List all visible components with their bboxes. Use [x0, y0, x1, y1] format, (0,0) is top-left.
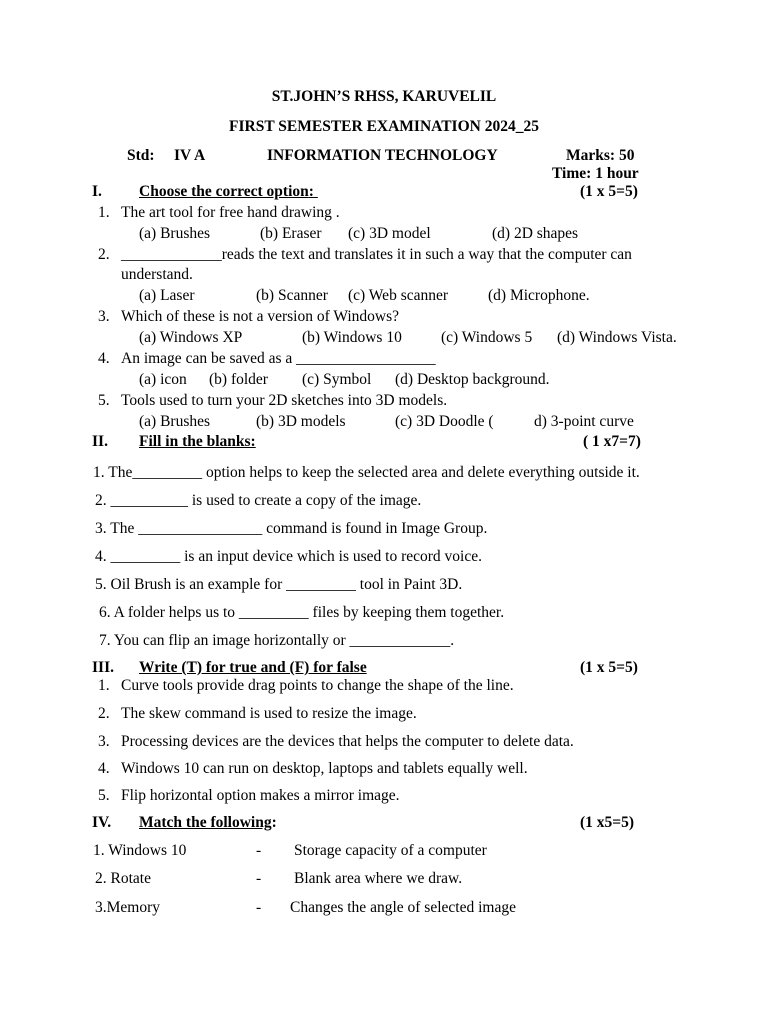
- q4-option-d: (d) Desktop background.: [395, 371, 550, 388]
- fill-blank-1: 1. The_________ option helps to keep the selected area and delete everything outside it.: [93, 464, 640, 481]
- match-1-left: 1. Windows 10: [93, 842, 187, 859]
- q2-text: _____________reads the text and translates it in such a way that the computer can: [121, 246, 632, 263]
- match-1-dash: -: [256, 842, 262, 859]
- q4-text: An image can be saved as a __________________: [121, 350, 436, 367]
- section4-numeral: IV.: [92, 814, 112, 831]
- q3-option-b: (b) Windows 10: [302, 329, 402, 346]
- q1-text: The art tool for free hand drawing .: [121, 204, 340, 221]
- q1-number: 1.: [98, 204, 110, 221]
- tf-2-number: 2.: [98, 705, 110, 722]
- match-3-right: Changes the angle of selected image: [290, 899, 516, 916]
- section4-heading: [139, 813, 277, 833]
- q5-text: Tools used to turn your 2D sketches into 3D models.: [121, 392, 448, 409]
- fill-blank-4: 4. _________ is an input device which is used to record voice.: [95, 548, 482, 565]
- q5-option-c: (c) 3D Doodle (: [395, 413, 494, 430]
- q5-option-a: (a) Brushes: [139, 413, 211, 430]
- q4-number: 4.: [98, 350, 110, 367]
- section1-title: Choose the correct option: [139, 183, 309, 200]
- q2-number: 2.: [98, 246, 110, 263]
- fill-blank-5: 5. Oil Brush is an example for _________ tool in Paint 3D.: [95, 576, 463, 593]
- fill-blank-3: 3. The ________________ command is found in Image Group.: [95, 520, 488, 537]
- q1-option-b: (b) Eraser: [260, 225, 322, 242]
- section2-numeral: II.: [92, 433, 108, 450]
- match-1-right: Storage capacity of a computer: [294, 842, 487, 859]
- match-2-dash: -: [256, 870, 262, 887]
- match-2-left: 2. Rotate: [95, 870, 151, 887]
- match-2-right: Blank area where we draw.: [294, 870, 463, 887]
- section3-title: Write (T) for true and (F) for false: [139, 659, 367, 676]
- q4-option-a: (a) icon: [139, 371, 187, 388]
- q5-option-b: (b) 3D models: [256, 413, 346, 430]
- exam-time: Time: 1 hour: [552, 165, 639, 182]
- tf-4-number: 4.: [98, 760, 110, 777]
- q2-option-c: (c) Web scanner: [348, 287, 449, 304]
- match-3-left: 3.Memory: [95, 899, 161, 916]
- q2-text-cont: understand.: [121, 266, 193, 283]
- tf-1-text: Curve tools provide drag points to change the shape of the line.: [121, 677, 514, 694]
- section2-title: Fill in the blanks:: [139, 433, 256, 450]
- std-value: IV A: [174, 147, 206, 164]
- match-3-dash: -: [256, 899, 262, 916]
- fill-blank-7: 7. You can flip an image horizontally or _____________.: [99, 632, 455, 649]
- tf-2-text: The skew command is used to resize the image.: [121, 705, 417, 722]
- section1-numeral: I.: [92, 183, 102, 200]
- tf-5-number: 5.: [98, 787, 110, 804]
- q2-option-d: (d) Microphone.: [488, 287, 590, 304]
- q1-option-a: (a) Brushes: [139, 225, 211, 242]
- q3-text: Which of these is not a version of Windows?: [121, 308, 400, 325]
- section3-marks: (1 x 5=5): [580, 659, 638, 676]
- section1-title-suffix: :: [308, 183, 314, 200]
- q4-option-b: (b) folder: [209, 371, 268, 388]
- section2-marks: ( 1 x7=7): [583, 433, 641, 450]
- section1-heading: [139, 182, 318, 202]
- section1-marks: (1 x 5=5): [580, 183, 638, 200]
- exam-title: FIRST SEMESTER EXAMINATION 2024_25: [229, 118, 539, 135]
- std-label: Std:: [127, 147, 155, 164]
- tf-3-number: 3.: [98, 733, 110, 750]
- q5-option-d: d) 3-point curve: [534, 413, 634, 430]
- q5-number: 5.: [98, 392, 110, 409]
- q3-number: 3.: [98, 308, 110, 325]
- section3-numeral: III.: [92, 659, 114, 676]
- subject-title: INFORMATION TECHNOLOGY: [267, 147, 498, 164]
- marks-total: Marks: 50: [566, 147, 635, 164]
- fill-blank-6: 6. A folder helps us to _________ files by keeping them together.: [99, 604, 505, 621]
- q2-option-b: (b) Scanner: [256, 287, 328, 304]
- q3-option-d: (d) Windows Vista.: [557, 329, 677, 346]
- q3-option-c: (c) Windows 5: [441, 329, 533, 346]
- tf-1-number: 1.: [98, 677, 110, 694]
- q1-option-d: (d) 2D shapes: [492, 225, 579, 242]
- q4-option-c: (c) Symbol: [302, 371, 372, 388]
- tf-3-text: Processing devices are the devices that helps the computer to delete data.: [121, 733, 574, 750]
- section4-title: Match the following: [139, 814, 272, 831]
- fill-blank-2: 2. __________ is used to create a copy of the image.: [95, 492, 422, 509]
- q3-option-a: (a) Windows XP: [139, 329, 243, 346]
- section4-marks: (1 x5=5): [580, 814, 635, 831]
- q1-option-c: (c) 3D model: [348, 225, 431, 242]
- school-name: ST.JOHN’S RHSS, KARUVELIL: [271, 88, 497, 105]
- tf-5-text: Flip horizontal option makes a mirror image.: [121, 787, 400, 804]
- q2-option-a: (a) Laser: [139, 287, 195, 304]
- section4-title-suffix: :: [271, 814, 277, 831]
- tf-4-text: Windows 10 can run on desktop, laptops and tablets equally well.: [121, 760, 528, 777]
